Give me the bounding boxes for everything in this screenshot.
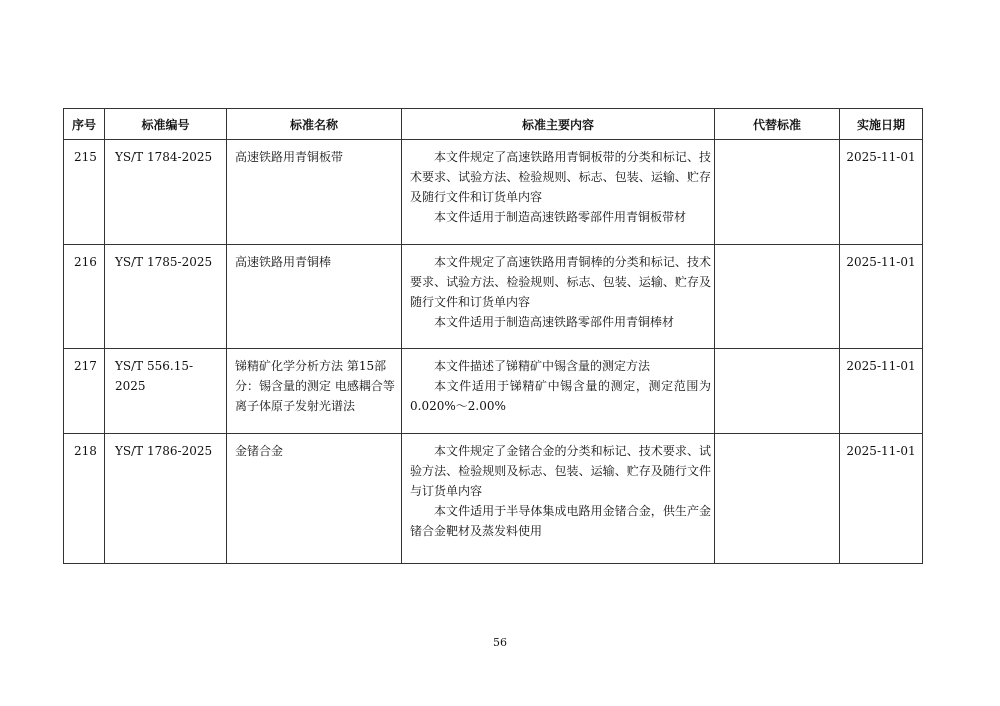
row-standard-code: YS/T 1786-2025 <box>115 444 213 458</box>
content-paragraph: 本文件适用于制造高速铁路零部件用青铜板带材 <box>434 210 687 224</box>
header-serial-number: 序号 <box>64 109 105 140</box>
row-effective-date: 2025-11-01 <box>846 150 916 164</box>
row-main-content <box>402 245 714 332</box>
row-standard-name: 高速铁路用青铜板带 <box>235 150 344 164</box>
table-row <box>64 434 923 564</box>
content-paragraph: 本文件适用于锑精矿中锡含量的测定，测定范围为0.020%～2.00% <box>410 379 711 413</box>
row-standard-name: 高速铁路用青铜棒 <box>235 255 332 269</box>
table-row <box>64 349 923 434</box>
content-paragraph: 本文件描述了锑精矿中锡含量的测定方法 <box>434 359 651 373</box>
content-paragraph: 本文件规定了高速铁路用青铜板带的分类和标记、技术要求、试验方法、检验规则、标志、包装、运输、贮存及随行文件和订货单内容 <box>410 150 711 204</box>
content-paragraph: 本文件适用于半导体集成电路用金锗合金，供生产金锗合金靶材及蒸发料使用 <box>410 504 711 538</box>
row-replaced-standard <box>715 434 839 441</box>
header-replaced-standard: 代替标准 <box>715 109 840 140</box>
row-replaced-standard <box>715 140 839 147</box>
row-main-content <box>402 349 714 416</box>
row-main-content <box>402 140 714 227</box>
table-row <box>64 245 923 349</box>
content-paragraph: 本文件规定了高速铁路用青铜棒的分类和标记、技术要求、试验方法、检验规则、标志、包装、运输、贮存及随行文件和订货单内容 <box>410 255 711 309</box>
header-main-content: 标准主要内容 <box>402 109 715 140</box>
header-standard-name: 标准名称 <box>227 109 402 140</box>
row-replaced-standard <box>715 349 839 356</box>
content-paragraph: 本文件适用于制造高速铁路零部件用青铜棒材 <box>434 315 675 329</box>
row-effective-date: 2025-11-01 <box>846 255 916 269</box>
standards-table <box>63 108 923 564</box>
header-standard-code: 标准编号 <box>105 109 227 140</box>
table-header-row <box>64 109 923 140</box>
row-replaced-standard <box>715 245 839 252</box>
row-standard-name: 金锗合金 <box>235 444 284 458</box>
page-number: 56 <box>493 636 507 649</box>
row-standard-code: YS/T 1784-2025 <box>115 150 213 164</box>
row-effective-date: 2025-11-01 <box>846 444 916 458</box>
row-effective-date: 2025-11-01 <box>846 359 916 373</box>
row-standard-code: YS/T 1785-2025 <box>115 255 213 269</box>
row-standard-code: YS/T 556.15-2025 <box>115 359 194 393</box>
row-serial-number: 215 <box>74 150 97 164</box>
row-serial-number: 216 <box>74 255 97 269</box>
row-serial-number: 217 <box>74 359 97 373</box>
row-main-content <box>402 434 714 541</box>
table-row <box>64 140 923 245</box>
content-paragraph: 本文件规定了金锗合金的分类和标记、技术要求、试验方法、检验规则及标志、包装、运输、贮存及随行文件与订货单内容 <box>410 444 711 498</box>
header-effective-date: 实施日期 <box>840 109 923 140</box>
row-serial-number: 218 <box>74 444 97 458</box>
row-standard-name: 锑精矿化学分析方法 第15部分：锡含量的测定 电感耦合等离子体原子发射光谱法 <box>235 359 395 413</box>
